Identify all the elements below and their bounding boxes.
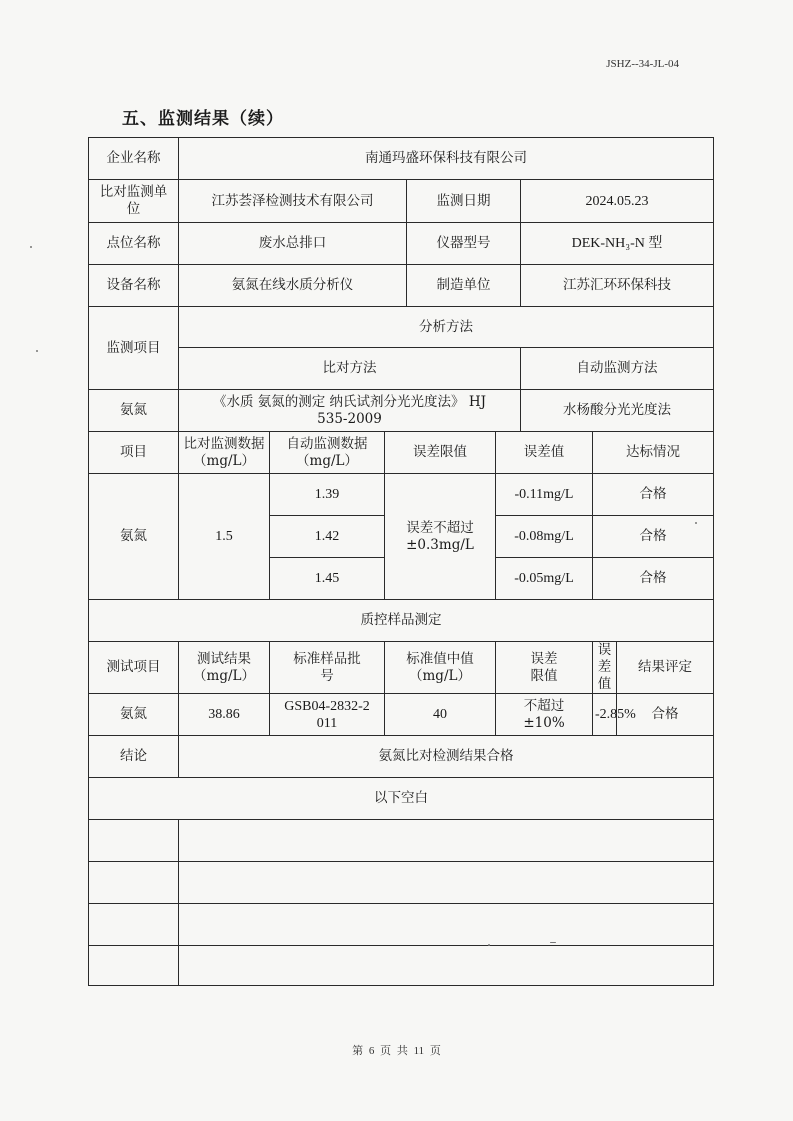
company-value: 南通玛盛环保科技有限公司 — [179, 138, 714, 180]
qc-limit: 不超过±10% — [496, 694, 593, 736]
maker-value: 江苏汇环环保科技 — [521, 265, 714, 307]
qc-evaluation-header: 结果评定 — [617, 642, 714, 694]
empty-cell — [179, 904, 714, 946]
device-value: 氨氮在线水质分析仪 — [179, 265, 407, 307]
qc-batch-header: 标准样品批号 — [270, 642, 385, 694]
scan-speck — [550, 942, 556, 943]
results-error-header: 误差值 — [496, 432, 593, 474]
qc-row — [89, 694, 714, 736]
results-status-header: 达标情况 — [593, 432, 714, 474]
monitoring-results-table — [88, 137, 714, 986]
qc-error-header: 误差值 — [593, 642, 617, 694]
empty-cell — [89, 820, 179, 862]
auto-method: 水杨酸分光光度法 — [521, 390, 714, 432]
qc-batch: GSB04-2832-2011 — [270, 694, 385, 736]
method-header-row — [89, 307, 714, 348]
maker-label: 制造单位 — [407, 265, 521, 307]
empty-cell — [89, 862, 179, 904]
results-compare-value: 1.5 — [179, 474, 270, 600]
method-subheader-row — [89, 348, 714, 390]
qc-standard: 40 — [385, 694, 496, 736]
model-value: DEK-NH₃-N 型 — [521, 223, 714, 265]
conclusion-row — [89, 736, 714, 778]
empty-cell — [179, 820, 714, 862]
results-status: 合格 — [593, 558, 714, 600]
compare-unit-value: 江苏荟泽检测技术有限公司 — [179, 180, 407, 223]
qc-header-row — [89, 642, 714, 694]
section-title: 五、监测结果（续） — [122, 109, 284, 129]
empty-cell — [89, 946, 179, 986]
date-value: 2024.05.23 — [521, 180, 714, 223]
method-row — [89, 390, 714, 432]
method-item: 氨氮 — [89, 390, 179, 432]
empty-cell — [89, 904, 179, 946]
results-item: 氨氮 — [89, 474, 179, 600]
qc-limit-header: 误差限值 — [496, 642, 593, 694]
results-auto-value: 1.39 — [270, 474, 385, 516]
empty-cell — [179, 862, 714, 904]
results-auto-value: 1.45 — [270, 558, 385, 600]
results-header-row — [89, 432, 714, 474]
date-label: 监测日期 — [407, 180, 521, 223]
empty-row — [89, 862, 714, 904]
results-item-header: 项目 — [89, 432, 179, 474]
company-row — [89, 138, 714, 180]
empty-cell — [179, 946, 714, 986]
empty-row — [89, 820, 714, 862]
point-label: 点位名称 — [89, 223, 179, 265]
results-auto-header: 自动监测数据（mg/L） — [270, 432, 385, 474]
point-value: 废水总排口 — [179, 223, 407, 265]
results-auto-value: 1.42 — [270, 516, 385, 558]
qc-evaluation: 合格 — [617, 694, 714, 736]
results-error-value: -0.11mg/L — [496, 474, 593, 516]
qc-standard-header: 标准值中值（mg/L） — [385, 642, 496, 694]
qc-result-header: 测试结果（mg/L） — [179, 642, 270, 694]
device-label: 设备名称 — [89, 265, 179, 307]
qc-item: 氨氮 — [89, 694, 179, 736]
empty-row — [89, 946, 714, 986]
qc-result: 38.86 — [179, 694, 270, 736]
empty-row — [89, 904, 714, 946]
compare-unit-label: 比对监测单位 — [89, 180, 179, 223]
results-error-value: -0.05mg/L — [496, 558, 593, 600]
qc-item-header: 测试项目 — [89, 642, 179, 694]
scan-speck — [488, 944, 490, 946]
qc-error: -2.85% — [593, 694, 617, 736]
compare-method-label: 比对方法 — [179, 348, 521, 390]
document-code: JSHZ--34-JL-04 — [606, 58, 679, 70]
blank-note: 以下空白 — [89, 778, 714, 820]
model-label: 仪器型号 — [407, 223, 521, 265]
conclusion-value: 氨氮比对检测结果合格 — [179, 736, 714, 778]
scan-speck — [36, 350, 38, 352]
device-row — [89, 265, 714, 307]
results-status: 合格 — [593, 516, 714, 558]
results-row — [89, 474, 714, 516]
scan-speck — [695, 522, 697, 524]
company-label: 企业名称 — [89, 138, 179, 180]
qc-title: 质控样品测定 — [89, 600, 714, 642]
results-compare-header: 比对监测数据（mg/L） — [179, 432, 270, 474]
compare-unit-row — [89, 180, 714, 223]
point-row — [89, 223, 714, 265]
blank-note-row — [89, 778, 714, 820]
results-limit: 误差不超过±0.3mg/L — [385, 474, 496, 600]
results-status: 合格 — [593, 474, 714, 516]
monitoring-item-label: 监测项目 — [89, 307, 179, 390]
analysis-method-label: 分析方法 — [179, 307, 714, 348]
auto-method-label: 自动监测方法 — [521, 348, 714, 390]
results-limit-header: 误差限值 — [385, 432, 496, 474]
scan-speck — [30, 246, 32, 248]
compare-method: 《水质 氨氮的测定 纳氏试剂分光光度法》 HJ 535-2009 — [179, 390, 521, 432]
results-error-value: -0.08mg/L — [496, 516, 593, 558]
conclusion-label: 结论 — [89, 736, 179, 778]
qc-title-row — [89, 600, 714, 642]
page-number: 第 6 页 共 11 页 — [352, 1045, 441, 1057]
